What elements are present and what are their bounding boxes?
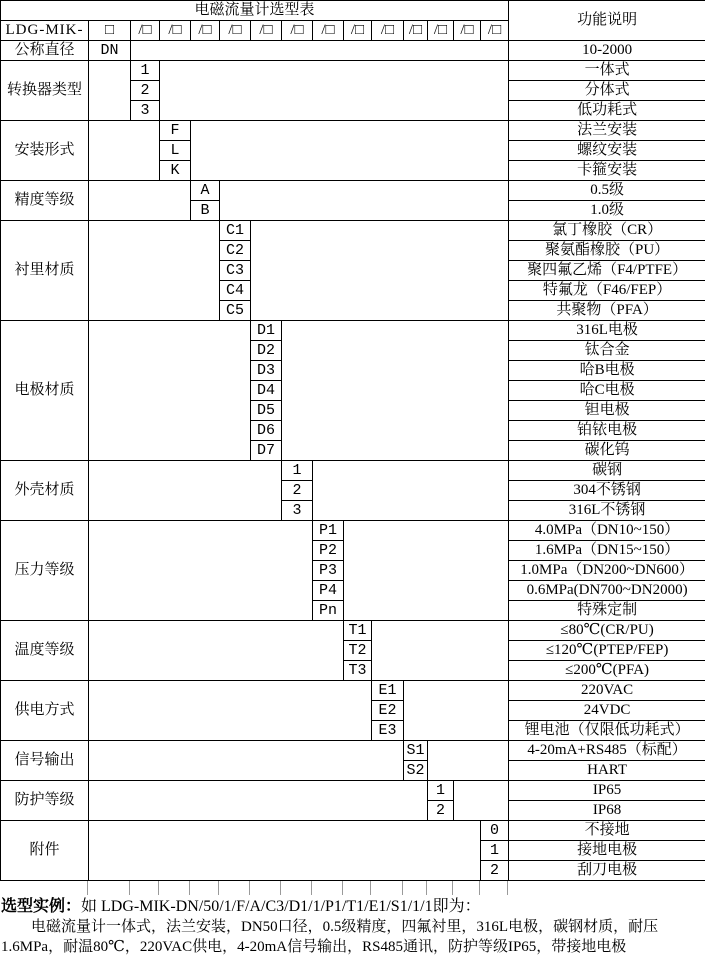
- filler-cell: [89, 221, 220, 321]
- table-title: 电磁流量计选型表: [1, 1, 509, 21]
- category-label-temperature-class: 温度等级: [1, 621, 89, 681]
- option-desc-accuracy-class: 1.0级: [509, 201, 705, 221]
- category-label-lining-material: 衬里材质: [1, 221, 89, 321]
- option-desc-electrode-material: 316L电极: [509, 321, 705, 341]
- model-code-box: /□: [131, 21, 160, 41]
- option-code-electrode-material: D5: [251, 401, 282, 421]
- model-code-box: /□: [428, 21, 454, 41]
- example-heading: [0, 895, 705, 918]
- filler-cell: [344, 521, 509, 621]
- option-code-power-supply: E2: [372, 701, 404, 721]
- option-code-converter-type: 1: [131, 61, 160, 81]
- option-code-installation-form: K: [160, 161, 191, 181]
- example-body: 电磁流量计一体式，法兰安装，DN50口径，0.5级精度，四氟衬里，316L电极，碳钢材质，耐压1.6MPa，耐温80℃，220VAC供电，4-20mA信号输出，RS485通讯，防护等级IP65，带接地电极: [1, 919, 659, 955]
- option-code-accessories: 1: [481, 841, 509, 861]
- model-code-box: /□: [372, 21, 404, 41]
- gridline-tick: [343, 881, 371, 895]
- option-code-pressure-rating: P4: [313, 581, 344, 601]
- filler-cell: [428, 741, 509, 781]
- option-desc-power-supply: 锂电池（仅限低功耗式）: [509, 721, 705, 741]
- option-desc-pressure-rating: 0.6MPa(DN700~DN2000): [509, 581, 705, 601]
- option-desc-power-supply: 220VAC: [509, 681, 705, 701]
- option-code-electrode-material: D2: [251, 341, 282, 361]
- option-code-electrode-material: D3: [251, 361, 282, 381]
- option-desc-accessories: 不接地: [509, 821, 705, 841]
- option-desc-lining-material: 氯丁橡胶（CR）: [509, 221, 705, 241]
- model-code-box: /□: [481, 21, 509, 41]
- filler-cell: [89, 461, 282, 521]
- option-code-accuracy-class: B: [191, 201, 220, 221]
- option-code-lining-material: C1: [220, 221, 251, 241]
- filler-cell: [454, 781, 509, 821]
- example-heading-label: 选型实例：: [1, 898, 82, 915]
- option-desc-converter-type: 一体式: [509, 61, 705, 81]
- gridline-tick: [88, 881, 130, 895]
- option-desc-electrode-material: 钛合金: [509, 341, 705, 361]
- model-code-box: /□: [160, 21, 191, 41]
- gridline-tick: [281, 881, 312, 895]
- option-code-pressure-rating: P1: [313, 521, 344, 541]
- option-code-electrode-material: D4: [251, 381, 282, 401]
- filler-cell: [251, 221, 509, 321]
- model-code-box: /□: [454, 21, 481, 41]
- model-code-box: /□: [220, 21, 251, 41]
- option-code-power-supply: E1: [372, 681, 404, 701]
- option-desc-signal-output: 4-20mA+RS485（标配）: [509, 741, 705, 761]
- option-desc-converter-type: 低功耗式: [509, 101, 705, 121]
- option-code-electrode-material: D1: [251, 321, 282, 341]
- filler-cell: [220, 181, 509, 221]
- gridline-tick: [0, 881, 88, 895]
- option-desc-temperature-class: ≤80℃(CR/PU): [509, 621, 705, 641]
- option-desc-accuracy-class: 0.5级: [509, 181, 705, 201]
- option-code-lining-material: C4: [220, 281, 251, 301]
- model-prefix: LDG-MIK-: [1, 21, 89, 41]
- option-code-accessories: 2: [481, 861, 509, 881]
- gridline-tick: [250, 881, 281, 895]
- option-desc-signal-output: HART: [509, 761, 705, 781]
- category-label-housing-material: 外壳材质: [1, 461, 89, 521]
- gridline-tick: [427, 881, 453, 895]
- option-code-protection-class: 2: [428, 801, 454, 821]
- option-desc-lining-material: 聚氨酯橡胶（PU）: [509, 241, 705, 261]
- diameter-desc: 10-2000: [509, 41, 705, 61]
- option-code-pressure-rating: P3: [313, 561, 344, 581]
- example-heading-text: 如 LDG-MIK-DN/50/1/F/A/C3/D1/1/P1/T1/E1/S1/1/1即为：: [81, 898, 481, 915]
- option-code-temperature-class: T3: [344, 661, 372, 681]
- option-desc-converter-type: 分体式: [509, 81, 705, 101]
- option-code-accuracy-class: A: [191, 181, 220, 201]
- option-code-pressure-rating: P2: [313, 541, 344, 561]
- model-code-box: /□: [191, 21, 220, 41]
- option-code-installation-form: F: [160, 121, 191, 141]
- category-label-signal-output: 信号输出: [1, 741, 89, 781]
- option-code-temperature-class: T2: [344, 641, 372, 661]
- option-desc-pressure-rating: 特殊定制: [509, 601, 705, 621]
- filler-cell: [131, 41, 509, 61]
- filler-cell: [89, 681, 372, 741]
- gridline-tick: [159, 881, 190, 895]
- option-desc-temperature-class: ≤200℃(PFA): [509, 661, 705, 681]
- model-code-box: /□: [404, 21, 428, 41]
- gridline-tick: [453, 881, 480, 895]
- option-desc-lining-material: 聚四氟乙烯（F4/PTFE）: [509, 261, 705, 281]
- option-desc-accessories: 刮刀电极: [509, 861, 705, 881]
- option-desc-accessories: 接地电极: [509, 841, 705, 861]
- option-desc-pressure-rating: 1.0MPa（DN200~DN600）: [509, 561, 705, 581]
- gridline-tick: [480, 881, 508, 895]
- gridline-strip: [0, 881, 705, 895]
- gridline-tick: [219, 881, 250, 895]
- option-code-housing-material: 3: [282, 501, 313, 521]
- filler-cell: [89, 741, 404, 781]
- option-desc-installation-form: 卡箍安装: [509, 161, 705, 181]
- filler-cell: [89, 521, 313, 621]
- filler-cell: [89, 821, 481, 881]
- filler-cell: [404, 681, 509, 741]
- option-desc-installation-form: 螺纹安装: [509, 141, 705, 161]
- option-code-converter-type: 2: [131, 81, 160, 101]
- option-code-lining-material: C5: [220, 301, 251, 321]
- option-desc-electrode-material: 碳化钨: [509, 441, 705, 461]
- category-label-nominal-diameter: 公称直径: [1, 41, 89, 61]
- option-desc-housing-material: 316L不锈钢: [509, 501, 705, 521]
- filler-cell: [160, 61, 509, 121]
- category-label-power-supply: 供电方式: [1, 681, 89, 741]
- model-code-box: /□: [282, 21, 313, 41]
- option-code-lining-material: C2: [220, 241, 251, 261]
- option-code-protection-class: 1: [428, 781, 454, 801]
- category-label-electrode-material: 电极材质: [1, 321, 89, 461]
- model-code-box: /□: [251, 21, 282, 41]
- option-code-installation-form: L: [160, 141, 191, 161]
- option-desc-temperature-class: ≤120℃(PTEP/FEP): [509, 641, 705, 661]
- filler-cell: [89, 621, 344, 681]
- gridline-tick: [312, 881, 343, 895]
- option-desc-pressure-rating: 1.6MPa（DN15~150）: [509, 541, 705, 561]
- filler-cell: [89, 321, 251, 461]
- option-code-lining-material: C3: [220, 261, 251, 281]
- gridline-tick: [508, 881, 705, 895]
- gridline-tick: [190, 881, 219, 895]
- gridline-tick: [130, 881, 159, 895]
- filler-cell: [89, 181, 191, 221]
- option-desc-power-supply: 24VDC: [509, 701, 705, 721]
- option-desc-lining-material: 共聚物（PFA）: [509, 301, 705, 321]
- category-label-converter-type: 转换器类型: [1, 61, 89, 121]
- category-label-accuracy-class: 精度等级: [1, 181, 89, 221]
- option-code-electrode-material: D6: [251, 421, 282, 441]
- filler-cell: [89, 121, 160, 181]
- category-label-pressure-rating: 压力等级: [1, 521, 89, 621]
- option-desc-pressure-rating: 4.0MPa（DN10~150）: [509, 521, 705, 541]
- option-desc-electrode-material: 铂铱电极: [509, 421, 705, 441]
- option-code-electrode-material: D7: [251, 441, 282, 461]
- category-label-protection-class: 防护等级: [1, 781, 89, 821]
- option-code-pressure-rating: Pn: [313, 601, 344, 621]
- filler-cell: [282, 321, 509, 461]
- filler-cell: [372, 621, 509, 681]
- option-desc-electrode-material: 钽电极: [509, 401, 705, 421]
- diameter-code: DN: [89, 41, 131, 61]
- option-code-temperature-class: T1: [344, 621, 372, 641]
- option-code-converter-type: 3: [131, 101, 160, 121]
- gridline-tick: [403, 881, 427, 895]
- model-code-box: /□: [313, 21, 344, 41]
- category-label-accessories: 附件: [1, 821, 89, 881]
- filler-cell: [89, 61, 131, 121]
- option-desc-housing-material: 碳钢: [509, 461, 705, 481]
- option-desc-protection-class: IP65: [509, 781, 705, 801]
- filler-cell: [89, 781, 428, 821]
- option-code-accessories: 0: [481, 821, 509, 841]
- option-code-power-supply: E3: [372, 721, 404, 741]
- model-code-box: □: [89, 21, 131, 41]
- option-code-housing-material: 2: [282, 481, 313, 501]
- filler-cell: [191, 121, 509, 181]
- option-desc-housing-material: 304不锈钢: [509, 481, 705, 501]
- option-desc-lining-material: 特氟龙（F46/FEP）: [509, 281, 705, 301]
- option-desc-protection-class: IP68: [509, 801, 705, 821]
- category-label-installation-form: 安装形式: [1, 121, 89, 181]
- option-desc-electrode-material: 哈C电极: [509, 381, 705, 401]
- function-column-header: 功能说明: [509, 1, 705, 41]
- filler-cell: [313, 461, 509, 521]
- option-code-signal-output: S1: [404, 741, 428, 761]
- model-code-box: /□: [344, 21, 372, 41]
- option-code-housing-material: 1: [282, 461, 313, 481]
- option-desc-installation-form: 法兰安装: [509, 121, 705, 141]
- gridline-tick: [371, 881, 403, 895]
- option-code-signal-output: S2: [404, 761, 428, 781]
- option-desc-electrode-material: 哈B电极: [509, 361, 705, 381]
